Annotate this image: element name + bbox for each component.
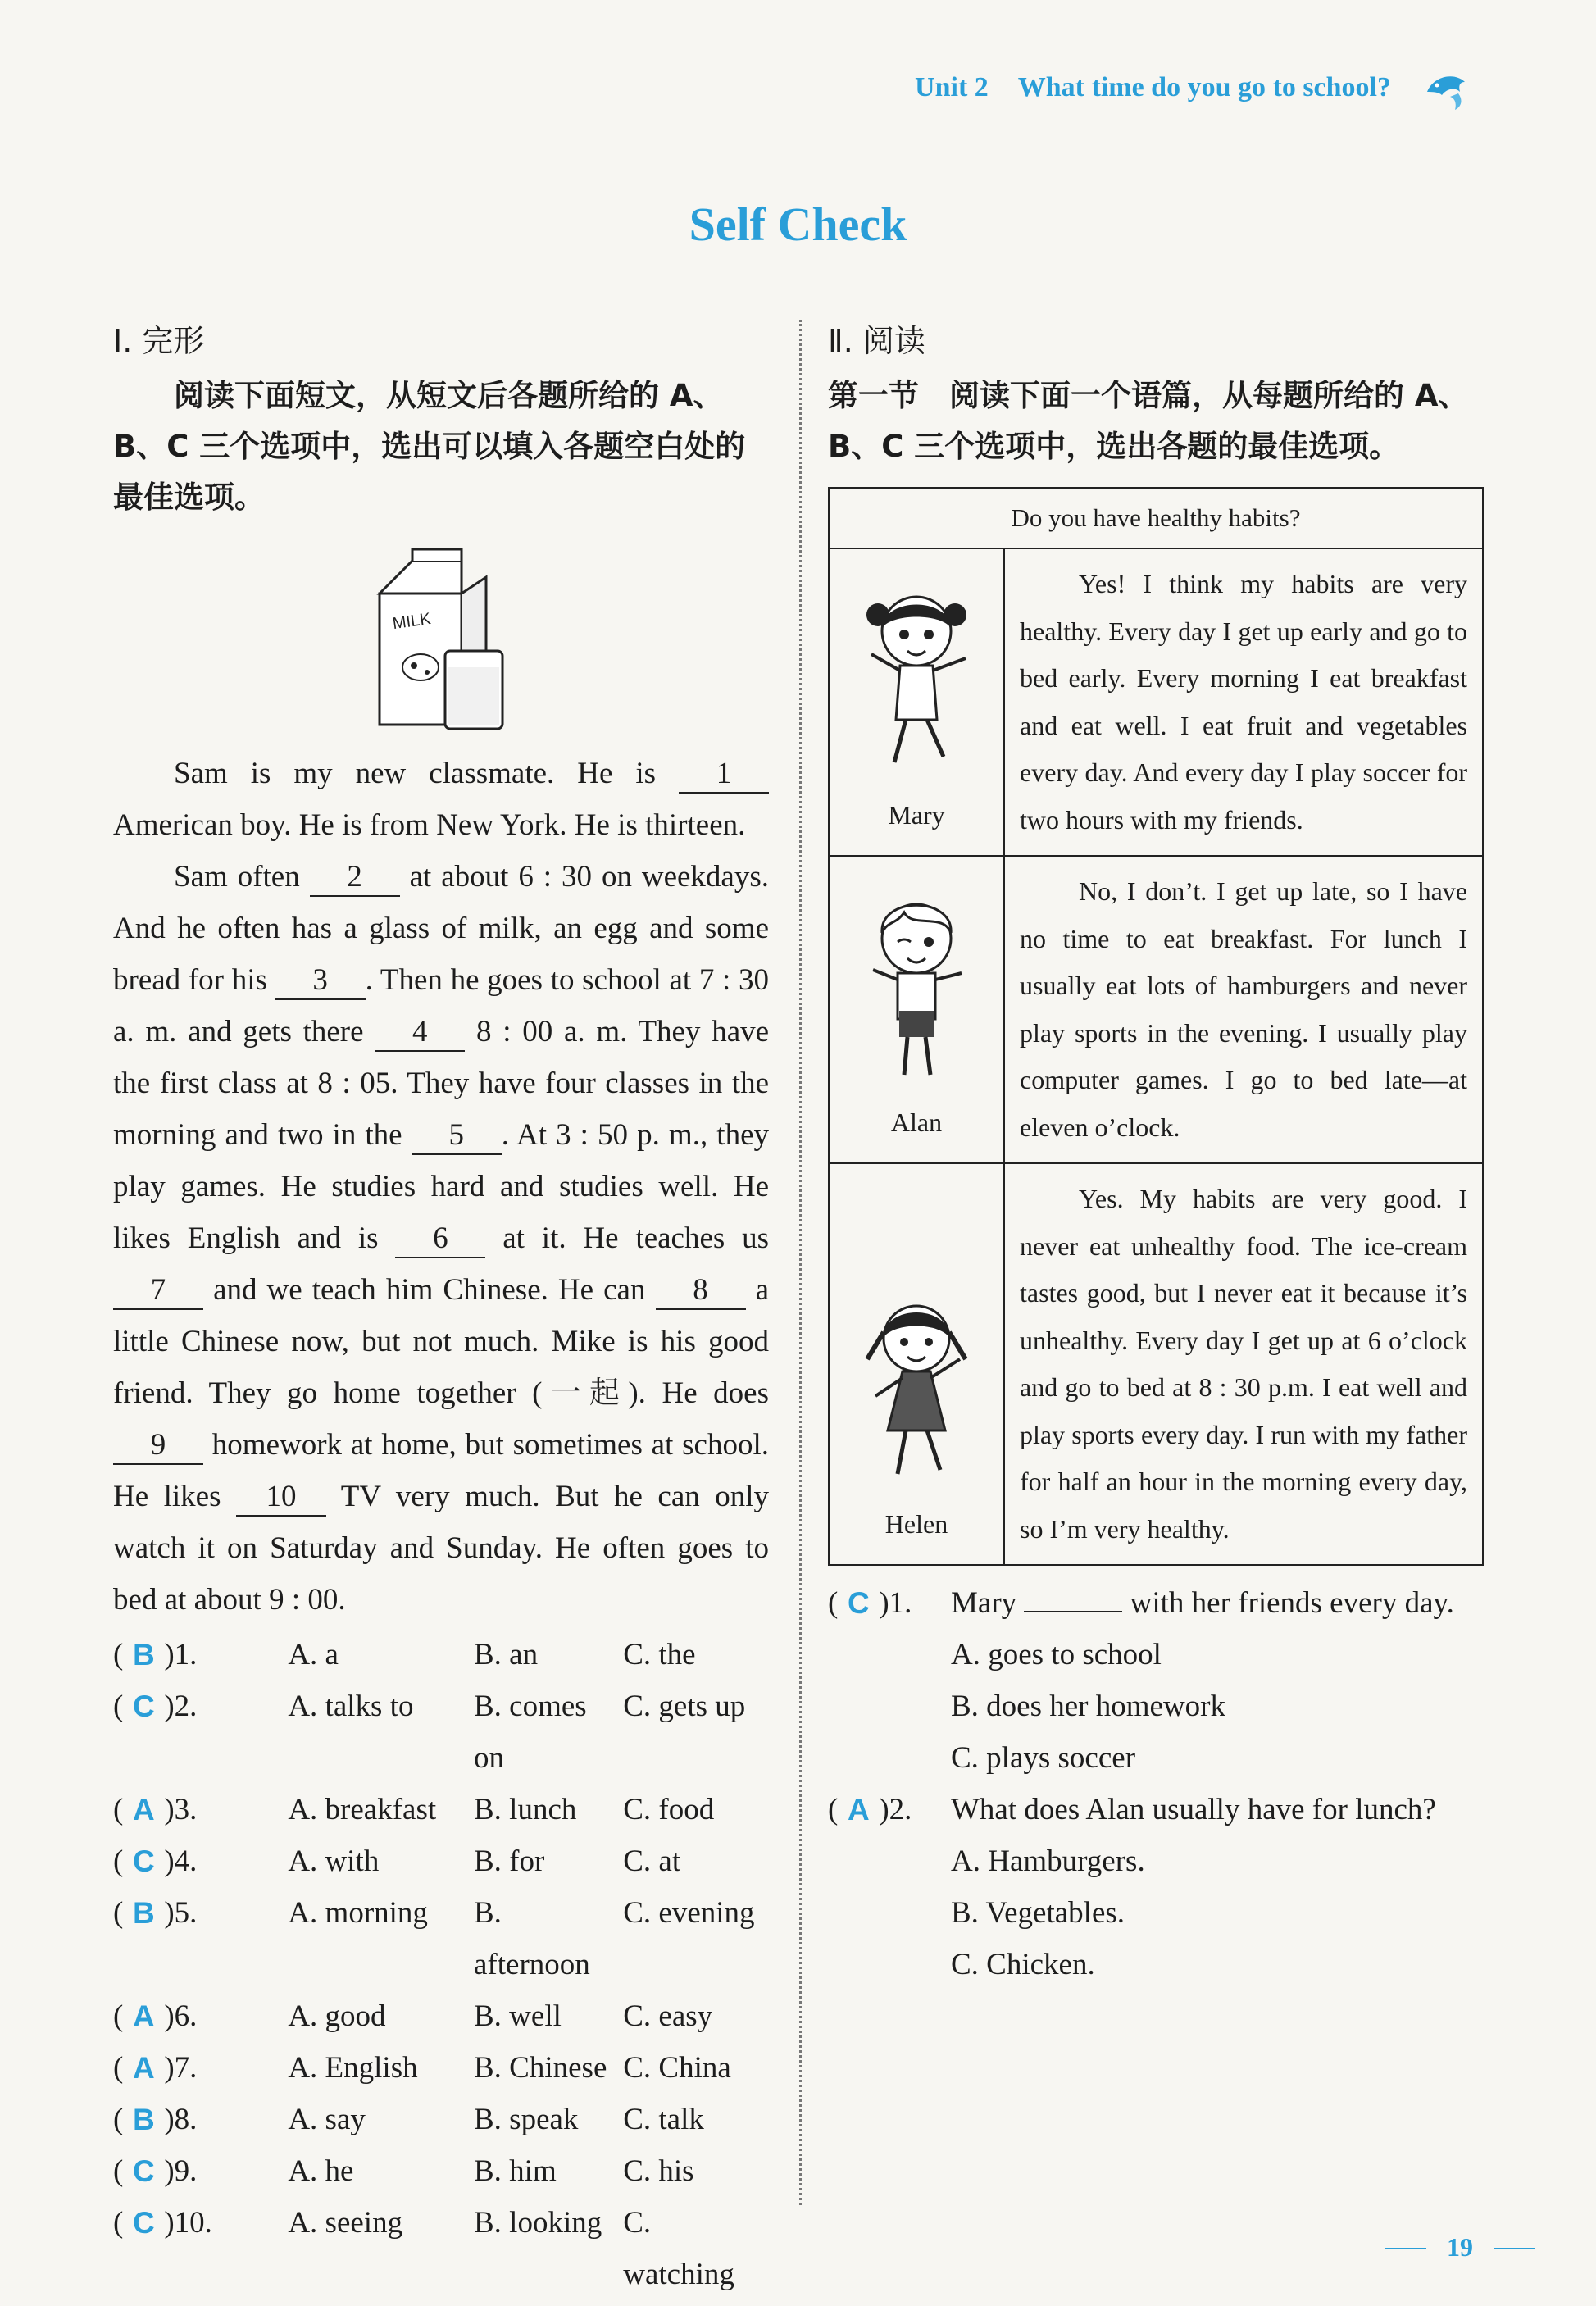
- question-row: ( B ) 5. A. morning B. afternoon C. evening: [113, 1887, 769, 1990]
- person-name: Helen: [884, 1509, 948, 1539]
- answer-mark: C: [132, 2206, 155, 2240]
- option-a: A. seeing: [288, 2206, 403, 2240]
- option-b: B. well: [474, 1999, 562, 2033]
- table-row: [829, 1163, 1483, 1565]
- reading-questions: [828, 1577, 1484, 1990]
- section-heading: Ⅱ. 阅读: [828, 323, 925, 359]
- question-row: ( C ) 10. A. seeing B. looking C. watching: [113, 2197, 769, 2300]
- option-a: A. Hamburgers.: [951, 1844, 1145, 1878]
- option-a: A. English: [288, 2051, 418, 2085]
- option-b: B. comes on: [474, 1690, 587, 1775]
- answer-mark: A: [132, 1999, 155, 2033]
- answer-mark: C: [132, 1844, 155, 1878]
- option-c: C. food: [623, 1793, 715, 1826]
- cloze-section: [113, 316, 769, 2300]
- answer-mark: C: [132, 1690, 155, 1723]
- blank-8: 8: [656, 1272, 746, 1310]
- section-instruction: 阅读下面短文，从短文后各题所给的 A、B、C 三个选项中，选出可以填入各题空白处的最佳选项。: [113, 378, 746, 515]
- option-c: C. evening: [623, 1896, 755, 1930]
- option-a: A. breakfast: [288, 1793, 437, 1826]
- option-a: A. goes to school: [951, 1638, 1162, 1672]
- question-stem: Mary with her friends every day.: [951, 1586, 1454, 1620]
- column-divider: [799, 320, 802, 2205]
- person-statement: Yes. My habits are very good. I never eat unhealthy food. The ice-cream tastes good, but I never eat it because it’s unhealthy. Every day I get up at 6 o’clock and go to bed at 8 : 30 p.m. I eat well and play sports every day. I run with my father for half an hour in the morning every day, so I’m very healthy.: [1020, 1184, 1467, 1544]
- answer-mark: C: [132, 2154, 155, 2188]
- unit-label: Unit 2: [915, 72, 989, 102]
- milk-label: MILK: [391, 609, 432, 634]
- option-c: C. watching: [623, 2206, 734, 2291]
- answer-blank: [1024, 1611, 1122, 1612]
- option-c: C. his: [623, 2154, 694, 2188]
- person-name: Mary: [888, 800, 945, 830]
- person-cell: [829, 856, 1004, 1163]
- answer-mark: B: [132, 2103, 155, 2136]
- page-number-rule: [1385, 2248, 1426, 2249]
- blank-4: 4: [375, 1014, 465, 1052]
- answer-mark: A: [132, 2051, 155, 2085]
- blank-1: 1: [679, 756, 769, 794]
- question-row: ( C ) 9. A. he B. him C. his: [113, 2145, 769, 2197]
- option-a: A. say: [288, 2103, 366, 2136]
- passage-paragraph-1: Sam is my new classmate. He is 1 American boy. He is from New York. He is thirteen.: [113, 748, 769, 851]
- answer-mark: B: [132, 1638, 155, 1672]
- answer-mark: A: [847, 1793, 870, 1826]
- option-c: C. the: [623, 1638, 696, 1672]
- person-statement: Yes! I think my habits are very healthy. Every day I get up early and go to bed early. Every morning I eat breakfast and eat well. I eat fruit and vegetables every day. And every day I play soccer for two hours with my friends.: [1020, 569, 1467, 835]
- option-b: B. afternoon: [474, 1896, 590, 1981]
- blank-2: 2: [310, 859, 400, 897]
- answer-mark: A: [132, 1793, 155, 1826]
- option-a: A. morning: [288, 1896, 428, 1930]
- cloze-options: [113, 1629, 769, 2300]
- option-b: B. does her homework: [951, 1690, 1225, 1723]
- option-c: C. talk: [623, 2103, 704, 2136]
- option-b: B. Chinese: [474, 2051, 607, 2085]
- section-instruction: 第一节 阅读下面一个语篇，从每题所给的 A、B、C 三个选项中，选出各题的最佳选项。: [828, 378, 1469, 464]
- option-c: C. gets up: [623, 1690, 746, 1723]
- option-c: C. easy: [623, 1999, 713, 2033]
- person-statement: No, I don’t. I get up late, so I have no time to eat breakfast. For lunch I usually eat lots of hamburgers and never play sports in the evening. I usually play computer games. I go to bed late—at eleven o’clock.: [1020, 876, 1467, 1142]
- dolphin-icon: [1422, 64, 1471, 113]
- question-row: ( C ) 4. A. with B. for C. at: [113, 1835, 769, 1887]
- unit-title: What time do you go to school?: [1017, 72, 1391, 102]
- question-row: ( C ) 2. A. talks to B. comes on C. gets up: [113, 1681, 769, 1784]
- question-row: ( A ) 7. A. English B. Chinese C. China: [113, 2042, 769, 2094]
- option-a: A. talks to: [288, 1690, 414, 1723]
- boy-illustration-icon: [855, 888, 978, 1093]
- page-number-rule: [1494, 2248, 1535, 2249]
- option-a: A. he: [288, 2154, 354, 2188]
- option-b: B. an: [474, 1638, 539, 1672]
- blank-7: 7: [113, 1272, 203, 1310]
- table-row: [829, 548, 1483, 856]
- girl-illustration-icon: [855, 1289, 978, 1494]
- option-b: B. for: [474, 1844, 545, 1878]
- question-row: ( C ) 1. Mary with her friends every day.: [828, 1577, 1484, 1629]
- question-row: ( A ) 2. What does Alan usually have for lunch?: [828, 1784, 1484, 1835]
- running-header: [915, 72, 1391, 103]
- passage-paragraph-2: Sam often 2 at about 6 : 30 on weekdays. And he often has a glass of milk, an egg and some bread for his 3 . Then he goes to school at 7 : 30 a. m. and gets there 4 8 : 00 a. m. They have the first class at 8 : 05. They have four classes in the morning and two in the 5 . At 3 : 50 p. m., they play games. He studies hard and studies well. He likes English and is 6 at it. He teaches us 7 and we teach him Chinese. He can 8 a little Chinese now, but not much. Mike is his good friend. They go home together (一起). He does 9 homework at home, but sometimes at school. He likes 10 TV very much. But he can only watch it on Saturday and Sunday. He often goes to bed at about 9 : 00.: [113, 860, 770, 1617]
- person-cell: [829, 1163, 1004, 1565]
- reading-section: [828, 316, 1484, 1990]
- reading-table: [828, 487, 1484, 1566]
- blank-10: 10: [236, 1479, 326, 1517]
- blank-6: 6: [395, 1221, 485, 1258]
- section-heading: Ⅰ. 完形: [113, 323, 205, 359]
- option-b: B. lunch: [474, 1793, 577, 1826]
- question-row: ( B ) 8. A. say B. speak C. talk: [113, 2094, 769, 2145]
- option-c: C. at: [623, 1844, 681, 1878]
- option-b: B. speak: [474, 2103, 579, 2136]
- option-a: A. good: [288, 1999, 386, 2033]
- page-title: Self Check: [689, 198, 907, 251]
- blank-3: 3: [275, 962, 366, 1000]
- girl-illustration-icon: [855, 580, 978, 785]
- option-a: A. with: [288, 1844, 380, 1878]
- option-c: C. Chicken.: [951, 1948, 1095, 1981]
- option-b: B. him: [474, 2154, 557, 2188]
- blank-9: 9: [113, 1427, 203, 1465]
- option-a: A. a: [288, 1638, 339, 1672]
- question-stem: What does Alan usually have for lunch?: [951, 1793, 1436, 1826]
- option-b: B. looking: [474, 2206, 602, 2240]
- blank-5: 5: [412, 1117, 502, 1155]
- person-name: Alan: [890, 1108, 943, 1137]
- answer-mark: C: [847, 1586, 870, 1620]
- option-c: C. plays soccer: [951, 1741, 1136, 1775]
- table-row: [829, 856, 1483, 1163]
- question-row: ( A ) 3. A. breakfast B. lunch C. food: [113, 1784, 769, 1835]
- question-row: ( A ) 6. A. good B. well C. easy: [113, 1990, 769, 2042]
- person-cell: [829, 548, 1004, 856]
- page-number: 19: [1447, 2232, 1473, 2262]
- question-row: ( B ) 1. A. a B. an C. the: [113, 1629, 769, 1681]
- option-c: C. China: [623, 2051, 731, 2085]
- option-b: B. Vegetables.: [951, 1896, 1125, 1930]
- answer-mark: B: [132, 1896, 155, 1930]
- table-title: Do you have healthy habits?: [829, 488, 1483, 548]
- milk-carton-icon: [363, 544, 511, 733]
